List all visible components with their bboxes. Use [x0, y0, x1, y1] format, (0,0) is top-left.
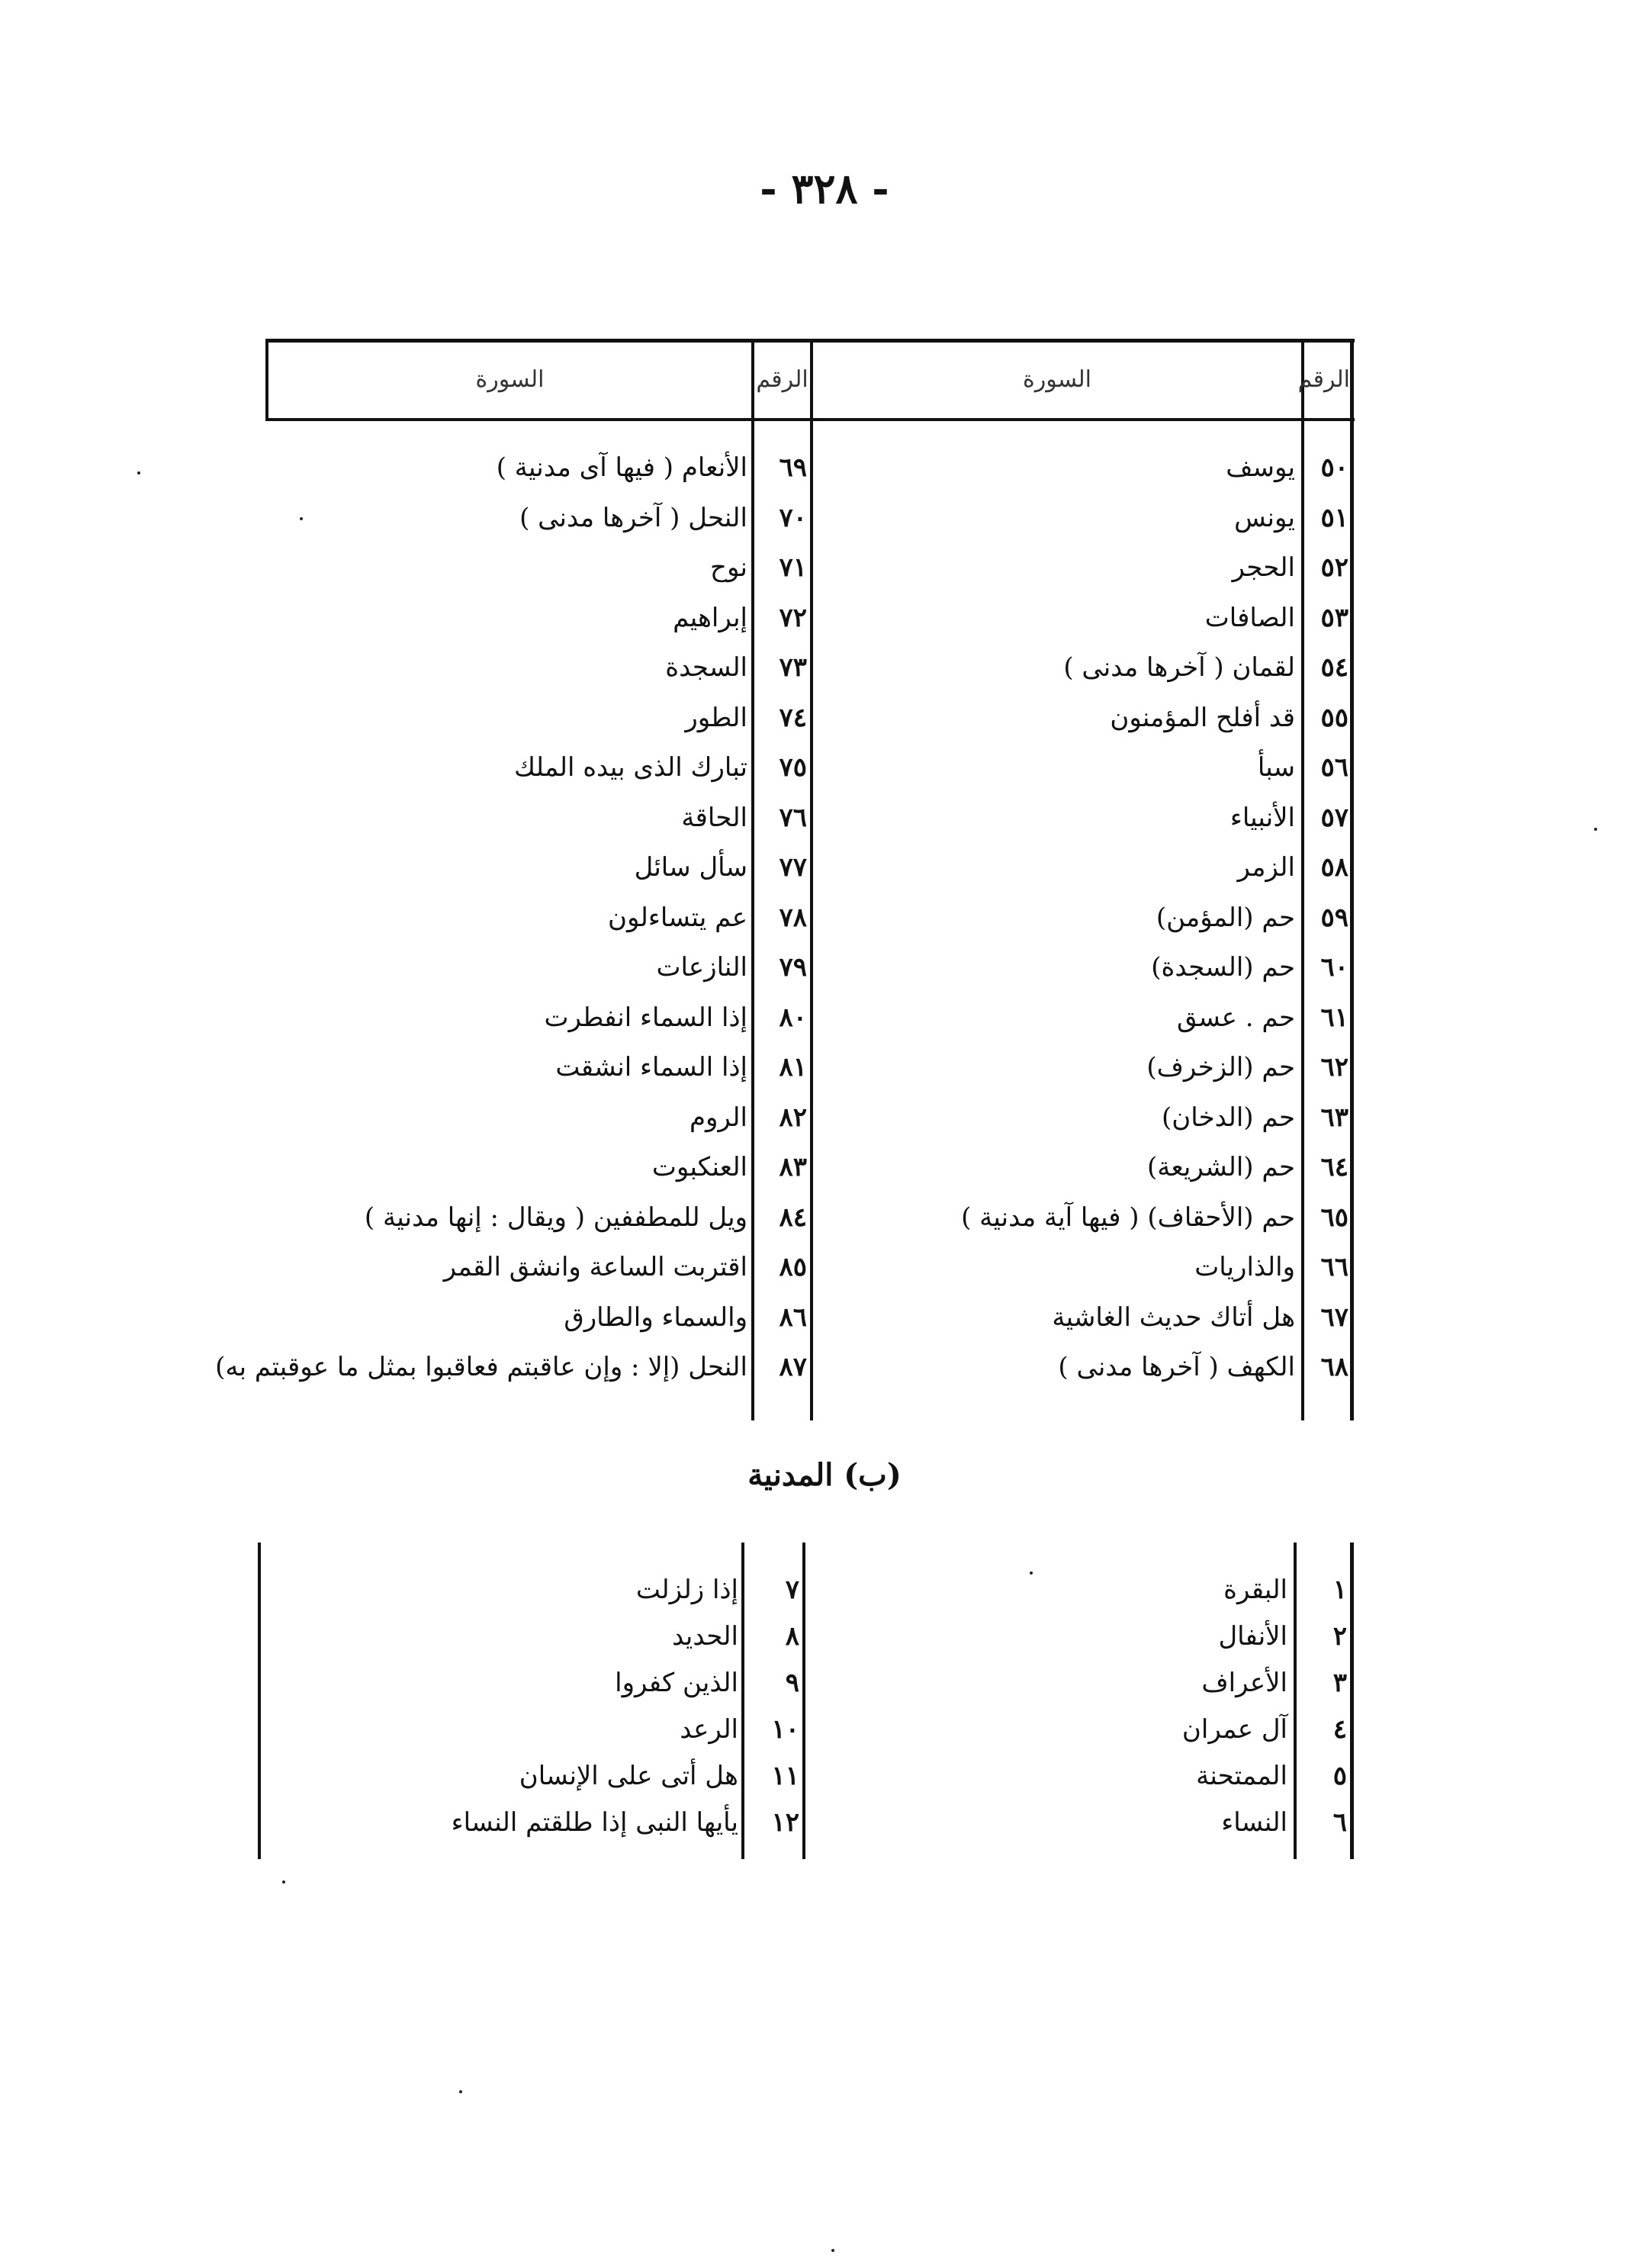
- surah-number: ٢: [1332, 1621, 1347, 1652]
- surah-name: الحجر: [1232, 552, 1295, 583]
- surah-number: ٦٩: [779, 452, 807, 483]
- surah-name: الأنبياء: [1230, 802, 1295, 833]
- surah-name: سبأ: [1257, 752, 1295, 783]
- surah-row: [258, 1567, 1355, 1613]
- surah-name: والذاريات: [1194, 1252, 1295, 1282]
- surah-number: ٨٤: [779, 1202, 807, 1233]
- scan-speck: [282, 1880, 285, 1884]
- surah-number: ٥٧: [1320, 802, 1348, 833]
- surah-number: ٥٢: [1320, 552, 1348, 583]
- surah-number: ٨١: [779, 1052, 807, 1083]
- surah-row: [265, 943, 1355, 993]
- surah-number: ٨٠: [779, 1002, 807, 1033]
- surah-name: يونس: [1234, 502, 1295, 533]
- scan-speck: [300, 517, 303, 520]
- surah-number: ٥٩: [1320, 902, 1348, 933]
- page-number: - ٣٢٨ -: [760, 164, 889, 213]
- surah-row: [265, 594, 1355, 644]
- surah-row: [265, 693, 1355, 744]
- surah-number: ٩: [785, 1668, 799, 1698]
- surah-number: ٦٨: [1320, 1352, 1348, 1382]
- surah-name: حم (الزخرف): [1146, 1052, 1295, 1083]
- surah-name: الأنعام ( فيها آى مدنية ): [496, 452, 747, 483]
- surah-name: النساء: [1221, 1807, 1287, 1838]
- surah-name: سأل سائل: [634, 852, 747, 883]
- surah-number: ٦٧: [1320, 1301, 1348, 1333]
- surah-number: ٦٤: [1320, 1152, 1348, 1182]
- surah-number: ٧٢: [779, 602, 807, 633]
- surah-name: نوح: [710, 552, 747, 583]
- surah-number: ٥٤: [1320, 652, 1348, 683]
- scan-speck: [137, 471, 140, 475]
- surah-name: إبراهيم: [673, 602, 747, 633]
- header-number-right: الرقم: [1297, 366, 1350, 393]
- surah-name: هل أتاك حديث الغاشية: [1052, 1301, 1295, 1333]
- surah-name: حم (الشريعة): [1147, 1152, 1295, 1182]
- surah-name: إذا السماء انشقت: [555, 1052, 747, 1083]
- surah-name: حم (الأحقاف) ( فيها آية مدنية ): [961, 1202, 1295, 1233]
- surah-number: ٤: [1332, 1714, 1347, 1745]
- surah-row: [265, 1043, 1355, 1093]
- surah-name: ويل للمطففين ( ويقال : إنها مدنية ): [364, 1202, 747, 1233]
- surah-name: الأنفال: [1218, 1621, 1287, 1652]
- surah-number: ٧: [785, 1575, 799, 1605]
- surah-number: ٦: [1332, 1807, 1347, 1838]
- surah-name: قد أفلح المؤمنون: [1110, 702, 1295, 733]
- surah-row: [265, 793, 1355, 844]
- surah-name: إذا زلزلت: [635, 1575, 738, 1605]
- surah-number: ٥٣: [1320, 602, 1348, 633]
- header-surah-right: السورة: [1023, 366, 1091, 393]
- surah-name: الزمر: [1237, 852, 1295, 883]
- section-title-madani: (ب) المدنية: [747, 1457, 902, 1493]
- surah-name: آل عمران: [1181, 1714, 1287, 1745]
- surah-number: ٨٦: [779, 1301, 807, 1333]
- surah-name: البقرة: [1223, 1575, 1287, 1605]
- surah-name: حم (السجدة): [1151, 952, 1295, 983]
- scan-speck: [459, 2090, 462, 2093]
- surah-number: ٣: [1332, 1668, 1347, 1698]
- header-number-left: الرقم: [756, 366, 808, 393]
- surah-number: ٥١: [1320, 502, 1348, 533]
- surah-row: [265, 643, 1355, 693]
- surah-name: حم (الدخان): [1162, 1102, 1295, 1133]
- surah-name: الحديد: [672, 1621, 738, 1652]
- surah-name: العنكبوت: [651, 1152, 747, 1182]
- surah-table-madani: [258, 1543, 1355, 1859]
- madani-list-left: [258, 1567, 1355, 1846]
- surah-name: تبارك الذى بيده الملك: [514, 752, 747, 783]
- surah-number: ٦١: [1320, 1002, 1348, 1033]
- surah-name: حم . عسق: [1176, 1002, 1295, 1033]
- surah-number: ٥٨: [1320, 852, 1348, 883]
- surah-row: [265, 443, 1355, 494]
- surah-number: ٧٥: [779, 752, 807, 783]
- surah-number: ٦٣: [1320, 1102, 1348, 1133]
- surah-number: ١٠: [771, 1714, 799, 1745]
- surah-name: الأعراف: [1201, 1668, 1287, 1698]
- surah-number: ٧٧: [779, 852, 807, 883]
- surah-row: [265, 1193, 1355, 1243]
- surah-name: هل أتى على الإنسان: [519, 1761, 738, 1791]
- surah-row: [265, 843, 1355, 893]
- surah-name: النحل ( آخرها مدنى ): [519, 502, 747, 533]
- surah-name: النحل (إلا : وإن عاقبتم فعاقبوا بمثل ما عوقبتم به): [215, 1352, 747, 1382]
- surah-row: [265, 1293, 1355, 1343]
- surah-row: [265, 543, 1355, 594]
- surah-name: اقتربت الساعة وانشق القمر: [443, 1252, 747, 1282]
- surah-name: الرعد: [680, 1714, 738, 1745]
- surah-number: ٦٥: [1320, 1202, 1348, 1233]
- surah-name: الذين كفروا: [615, 1668, 738, 1698]
- surah-row: [265, 893, 1355, 944]
- surah-number: ١: [1332, 1575, 1347, 1605]
- surah-name: الحاقة: [681, 802, 747, 833]
- surah-number: ٦٠: [1320, 952, 1348, 983]
- surah-number: ١٢: [771, 1807, 799, 1838]
- surah-number: ٦٦: [1320, 1252, 1348, 1282]
- surah-number: ٧١: [779, 552, 807, 583]
- surah-number: ٧٦: [779, 802, 807, 833]
- surah-table-meccan: [215, 339, 1355, 1420]
- scan-speck: [1030, 1572, 1033, 1575]
- surah-name: السجدة: [665, 652, 747, 683]
- surah-name: الصافات: [1204, 602, 1295, 633]
- surah-row: [258, 1800, 1355, 1846]
- surah-name: الروم: [689, 1102, 747, 1133]
- surah-name: حم (المؤمن): [1156, 902, 1295, 933]
- surah-name: والسماء والطارق: [564, 1301, 747, 1333]
- scan-speck: [1594, 828, 1597, 831]
- surah-row: [258, 1613, 1355, 1660]
- scan-speck: [831, 2249, 834, 2252]
- surah-row: [265, 1243, 1355, 1293]
- surah-number: ٧٤: [779, 702, 807, 733]
- surah-name: الكهف ( آخرها مدنى ): [1058, 1352, 1295, 1382]
- surah-number: ٨٣: [779, 1152, 807, 1182]
- surah-row: [265, 1143, 1355, 1193]
- surah-name: عم يتساءلون: [607, 902, 747, 933]
- surah-row: [265, 743, 1355, 793]
- surah-row: [265, 1093, 1355, 1144]
- surah-number: ٨: [785, 1621, 799, 1652]
- surah-name: الممتحنة: [1196, 1761, 1287, 1791]
- surah-number: ٧٠: [779, 502, 807, 533]
- surah-row: [265, 993, 1355, 1044]
- surah-name: النازعات: [656, 952, 747, 983]
- surah-number: ٥٦: [1320, 752, 1348, 783]
- surah-number: ١١: [771, 1761, 799, 1791]
- surah-number: ٧٣: [779, 652, 807, 683]
- surah-number: ٨٥: [779, 1252, 807, 1282]
- surah-row: [265, 494, 1355, 544]
- surah-row: [215, 1343, 1355, 1393]
- surah-list-left: [215, 443, 1355, 1393]
- surah-number: ٨٢: [779, 1102, 807, 1133]
- surah-row: [258, 1707, 1355, 1753]
- surah-number: ٦٢: [1320, 1052, 1348, 1083]
- surah-name: يوسف: [1226, 452, 1295, 483]
- header-surah-left: السورة: [475, 366, 545, 393]
- surah-number: ٧٨: [779, 902, 807, 933]
- surah-row: [258, 1660, 1355, 1707]
- surah-number: ٥٠: [1320, 452, 1348, 483]
- surah-number: ٧٩: [779, 952, 807, 983]
- surah-number: ٨٧: [779, 1352, 807, 1382]
- surah-number: ٥: [1332, 1761, 1347, 1791]
- surah-name: لقمان ( آخرها مدنى ): [1063, 652, 1295, 683]
- surah-name: الطور: [685, 702, 747, 733]
- surah-name: إذا السماء انفطرت: [544, 1002, 747, 1033]
- surah-row: [258, 1753, 1355, 1800]
- surah-number: ٥٥: [1320, 702, 1348, 733]
- surah-name: يأيها النبى إذا طلقتم النساء: [451, 1807, 738, 1838]
